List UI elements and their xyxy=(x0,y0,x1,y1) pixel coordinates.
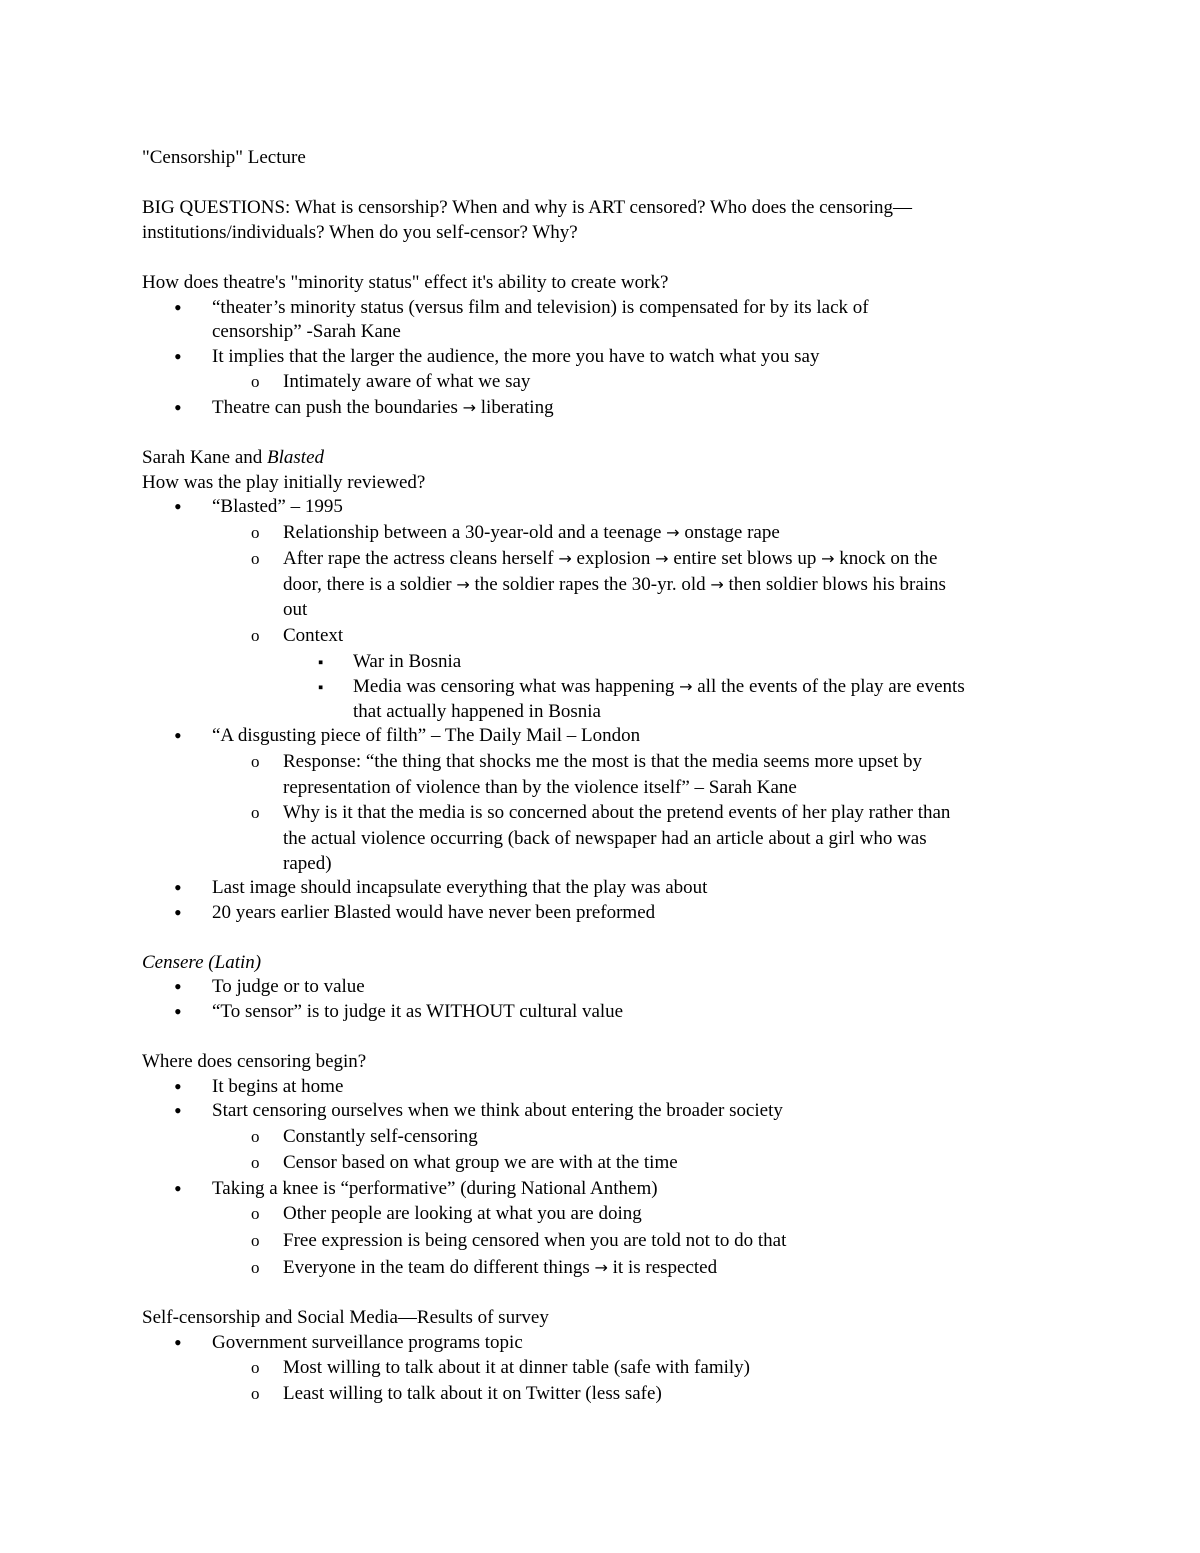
sub-list-item: Constantly self-censoring xyxy=(283,1126,478,1147)
sub-sub-list-item: War in Bosnia xyxy=(353,651,462,672)
sub-list-item-continuation: the actual violence occurring (back of newspaper had an article about a girl who was xyxy=(283,828,927,849)
list-item: “Blasted” – 1995 xyxy=(212,496,343,517)
arrow-icon: → xyxy=(666,523,680,542)
bullet-circle-icon xyxy=(251,801,260,825)
big-questions-line-2: institutions/individuals? When do you self-censor? Why? xyxy=(142,222,578,243)
bullet-dot-icon xyxy=(174,1000,182,1026)
section-heading-blasted: Sarah Kane and Blasted xyxy=(142,447,325,468)
list-item: “To sensor” is to judge it as WITHOUT cultural value xyxy=(212,1001,624,1022)
list-item: Last image should incapsulate everything that the play was about xyxy=(212,877,708,898)
section-heading-censere: Censere (Latin) xyxy=(142,952,262,973)
sub-list-item: Free expression is being censored when you are told not to do that xyxy=(283,1230,787,1251)
bullet-circle-icon xyxy=(251,547,260,571)
bullet-circle-icon xyxy=(251,1202,260,1226)
bullet-dot-icon xyxy=(174,345,182,371)
bullet-dot-icon xyxy=(174,495,182,521)
arrow-icon: → xyxy=(594,1258,608,1277)
section-subheading: How was the play initially reviewed? xyxy=(142,472,426,493)
sub-list-item-continuation: door, there is a soldier → the soldier rapes the 30-yr. old → then soldier blows his brains xyxy=(283,574,946,595)
bullet-dot-icon xyxy=(174,1099,182,1125)
arrow-icon: → xyxy=(456,575,470,594)
section-heading-censoring-begin: Where does censoring begin? xyxy=(142,1051,367,1072)
list-item: Government surveillance programs topic xyxy=(212,1332,523,1353)
page-title: "Censorship" Lecture xyxy=(142,147,306,168)
sub-list-item: Context xyxy=(283,625,344,646)
list-item: 20 years earlier Blasted would have never been preformed xyxy=(212,902,656,923)
sub-list-item: Most willing to talk about it at dinner table (safe with family) xyxy=(283,1357,750,1378)
sub-list-item: Everyone in the team do different things → it is respected xyxy=(283,1257,718,1278)
arrow-icon: → xyxy=(558,549,572,568)
section-heading-social-media: Self-censorship and Social Media—Results of survey xyxy=(142,1307,549,1328)
sub-list-item: Censor based on what group we are with at the time xyxy=(283,1152,678,1173)
sub-list-item: Intimately aware of what we say xyxy=(283,371,531,392)
arrow-icon: → xyxy=(462,398,477,417)
sub-list-item: Why is it that the media is so concerned about the pretend events of her play rather than xyxy=(283,802,951,823)
bullet-dot-icon xyxy=(174,1177,182,1203)
arrow-icon: → xyxy=(679,677,693,696)
sub-sub-list-item: Media was censoring what was happening → all the events of the play are events xyxy=(353,676,965,697)
sub-list-item-continuation: representation of violence than by the violence itself” – Sarah Kane xyxy=(283,777,797,798)
list-item: It implies that the larger the audience, the more you have to watch what you say xyxy=(212,346,820,367)
bullet-circle-icon xyxy=(251,1229,260,1253)
sub-list-item: Response: “the thing that shocks me the most is that the media seems more upset by xyxy=(283,751,923,772)
list-item: “theater’s minority status (versus film and television) is compensated for by its lack of xyxy=(212,297,869,318)
bullet-circle-icon xyxy=(251,370,260,394)
arrow-icon: → xyxy=(821,549,835,568)
bullet-dot-icon xyxy=(174,296,182,322)
sub-list-item: Other people are looking at what you are doing xyxy=(283,1203,642,1224)
bullet-dot-icon xyxy=(174,1331,182,1357)
bullet-dot-icon xyxy=(174,975,182,1001)
sub-list-item: After rape the actress cleans herself → explosion → entire set blows up → knock on the xyxy=(283,548,938,569)
bullet-circle-icon xyxy=(251,750,260,774)
big-questions-line-1: BIG QUESTIONS: What is censorship? When and why is ART censored? Who does the censoring— xyxy=(142,197,912,218)
arrow-icon: → xyxy=(655,549,669,568)
list-item: Taking a knee is “performative” (during National Anthem) xyxy=(212,1178,658,1199)
sub-list-item-continuation: out xyxy=(283,599,308,620)
list-item-continuation: censorship” -Sarah Kane xyxy=(212,321,401,342)
bullet-circle-icon xyxy=(251,1125,260,1149)
bullet-circle-icon xyxy=(251,1382,260,1406)
list-item: It begins at home xyxy=(212,1076,344,1097)
bullet-circle-icon xyxy=(251,1151,260,1175)
bullet-circle-icon xyxy=(251,1256,260,1280)
bullet-dot-icon xyxy=(174,876,182,902)
bullet-square-icon xyxy=(318,675,323,700)
sub-list-item-continuation: raped) xyxy=(283,853,332,874)
list-item: Start censoring ourselves when we think about entering the broader society xyxy=(212,1100,783,1121)
bullet-square-icon xyxy=(318,650,323,675)
bullet-dot-icon xyxy=(174,724,182,750)
bullet-circle-icon xyxy=(251,521,260,545)
section-heading-minority-status: How does theatre's "minority status" effect it's ability to create work? xyxy=(142,272,669,293)
sub-list-item: Least willing to talk about it on Twitter (less safe) xyxy=(283,1383,662,1404)
sub-sub-list-item-continuation: that actually happened in Bosnia xyxy=(353,701,601,722)
sub-list-item: Relationship between a 30-year-old and a teenage → onstage rape xyxy=(283,522,780,543)
arrow-icon: → xyxy=(710,575,724,594)
list-item: Theatre can push the boundaries → liberating xyxy=(212,397,554,418)
bullet-circle-icon xyxy=(251,624,260,648)
bullet-dot-icon xyxy=(174,396,182,422)
bullet-dot-icon xyxy=(174,901,182,927)
list-item: “A disgusting piece of filth” – The Daily Mail – London xyxy=(212,725,641,746)
bullet-circle-icon xyxy=(251,1356,260,1380)
list-item: To judge or to value xyxy=(212,976,365,997)
